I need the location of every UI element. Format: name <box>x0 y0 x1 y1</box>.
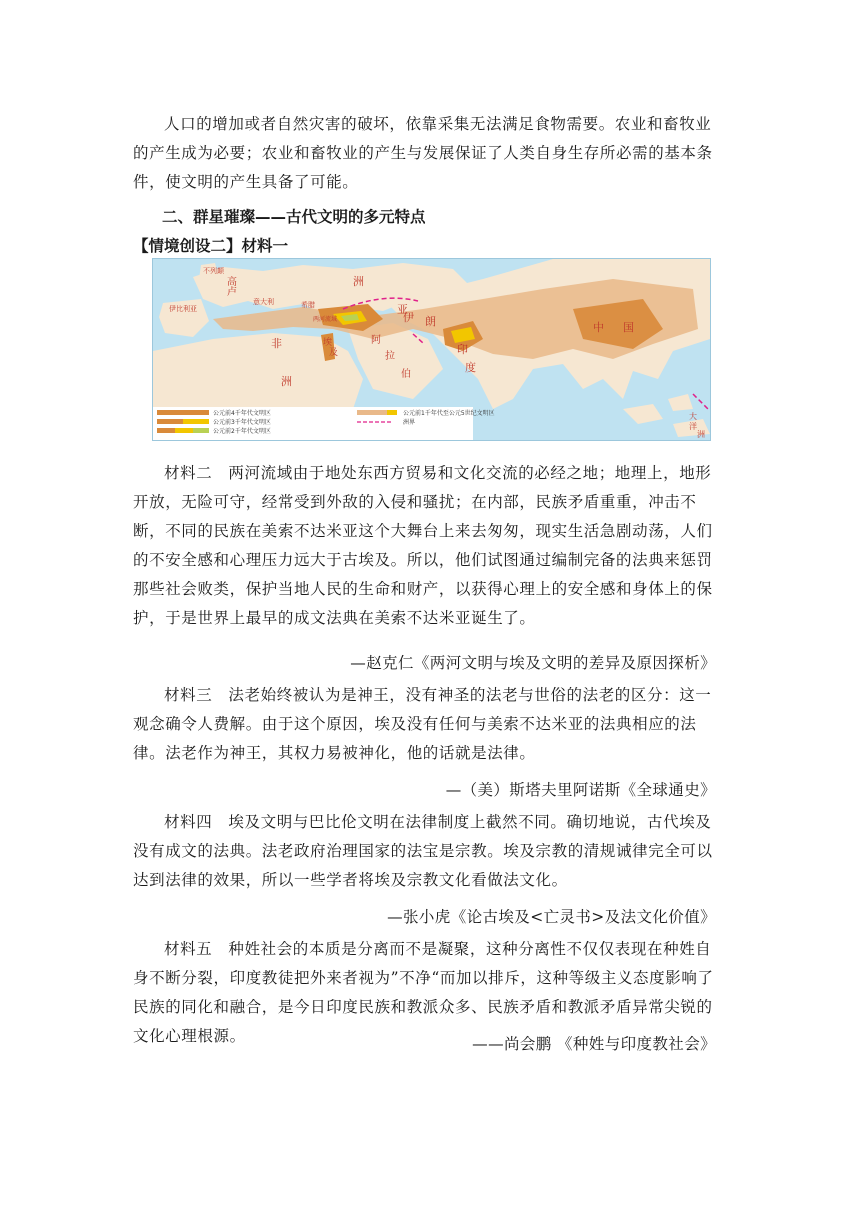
material-4-paragraph: 材料四 埃及文明与巴比伦文明在法律制度上截然不同。确切地说，古代埃及没有成文的法典。法老政府治理国家的法宝是宗教。埃及宗教的清规诫律完全可以达到法律的效果，所以一些学者将埃及宗教文化看做法文化。 <box>133 813 713 889</box>
material-2-source: —赵克仁《两河文明与埃及文明的差异及原因探析》 <box>350 654 716 672</box>
label-arabia-3: 伯 <box>401 369 411 380</box>
material-5-paragraph: 材料五 种姓社会的本质是分离而不是凝聚，这种分离性不仅仅表现在种姓自身不断分裂，印度教徒把外来者视为”不净“而加以排斥，这种等级主义态度影响了民族的同化和融合，是今日印度民族和教派众多、民族矛盾和教派矛盾异常尖锐的文化心理根源。 <box>133 940 714 1045</box>
ancient-civilizations-map <box>152 258 711 441</box>
label-india-1: 印 <box>457 343 468 356</box>
label-africa-2: 洲 <box>281 375 292 388</box>
legend-item-5: 洲界 <box>403 419 416 426</box>
label-iran-1: 伊 <box>403 311 414 324</box>
map-graphic <box>153 259 710 440</box>
label-iran-2: 朗 <box>425 315 436 328</box>
map-legend <box>153 407 495 440</box>
label-italy: 意大利 <box>253 298 274 306</box>
section-heading: 二、群星璀璨——古代文明的多元特点 <box>162 208 426 226</box>
material-3-source: —（美）斯塔夫里阿诺斯《全球通史》 <box>445 781 716 799</box>
legend-item-4: 公元前1千年代至公元5世纪文明区 <box>403 410 495 417</box>
legend-item-3: 公元前2千年代文明区 <box>213 428 271 435</box>
scenario-heading: 【情境创设二】材料一 <box>133 237 289 255</box>
label-oceania-2: 洋 <box>689 422 697 431</box>
material-2-paragraph: 材料二 两河流域由于地处东西方贸易和文化交流的必经之地；地理上，地形开放，无险可守，经常受到外敌的入侵和骚扰；在内部，民族矛盾重重，冲击不断，不同的民族在美索不达米亚这个大舞台上来去匆匆，现实生活急剧动荡，人们的不安全感和心理压力远大于古埃及。所以，他们试图通过编制完备的法典来惩罚那些社会败类，保护当地人民的生命和财产，以获得心理上的安全感和身体上的保护，于是世界上最早的成文法典在美索不达米亚诞生了。 <box>133 464 713 627</box>
label-gaul-2: 卢 <box>227 287 237 298</box>
label-britain: 不列颠 <box>203 267 224 275</box>
label-oceania-1: 大 <box>689 412 697 421</box>
label-greece: 希腊 <box>301 301 315 309</box>
label-oceania-3: 洲 <box>697 430 705 439</box>
material-4-source: —张小虎《论古埃及<亡灵书>及法文化价值》 <box>387 908 716 926</box>
label-india-2: 度 <box>465 361 476 374</box>
label-europe-zhou: 洲 <box>353 275 364 288</box>
legend-item-1: 公元前4千年代文明区 <box>213 410 271 417</box>
material-5-source: ——尚会鹏 《种姓与印度教社会》 <box>472 1035 716 1053</box>
label-mesopotamia: 两河流域 <box>313 316 338 323</box>
label-iberia: 伊比利亚 <box>169 305 197 313</box>
material-3-paragraph: 材料三 法老始终被认为是神王，没有神圣的法老与世俗的法老的区分：这一观念确令人费解。由于这个原因，埃及没有任何与美索不达米亚的法典相应的法律。法老作为神王，其权力易被神化，他的话就是法律。 <box>133 686 712 762</box>
label-egypt-2: 及 <box>329 348 339 358</box>
intro-paragraph: 人口的增加或者自然灾害的破坏，依靠采集无法满足食物需要。农业和畜牧业的产生成为必要；农业和畜牧业的产生与发展保证了人类自身生存所必需的基本条件，使文明的产生具备了可能。 <box>133 115 713 191</box>
legend-item-2: 公元前3千年代文明区 <box>213 419 271 426</box>
label-africa-1: 非 <box>271 337 282 350</box>
label-china-1: 中 <box>593 321 604 334</box>
label-arabia-2: 拉 <box>385 351 395 362</box>
label-asia-ya: 亚 <box>397 303 408 316</box>
label-china-2: 国 <box>623 321 634 334</box>
label-egypt-1: 埃 <box>323 338 333 348</box>
label-gaul-1: 高 <box>227 277 237 288</box>
label-arabia-1: 阿 <box>371 335 381 346</box>
